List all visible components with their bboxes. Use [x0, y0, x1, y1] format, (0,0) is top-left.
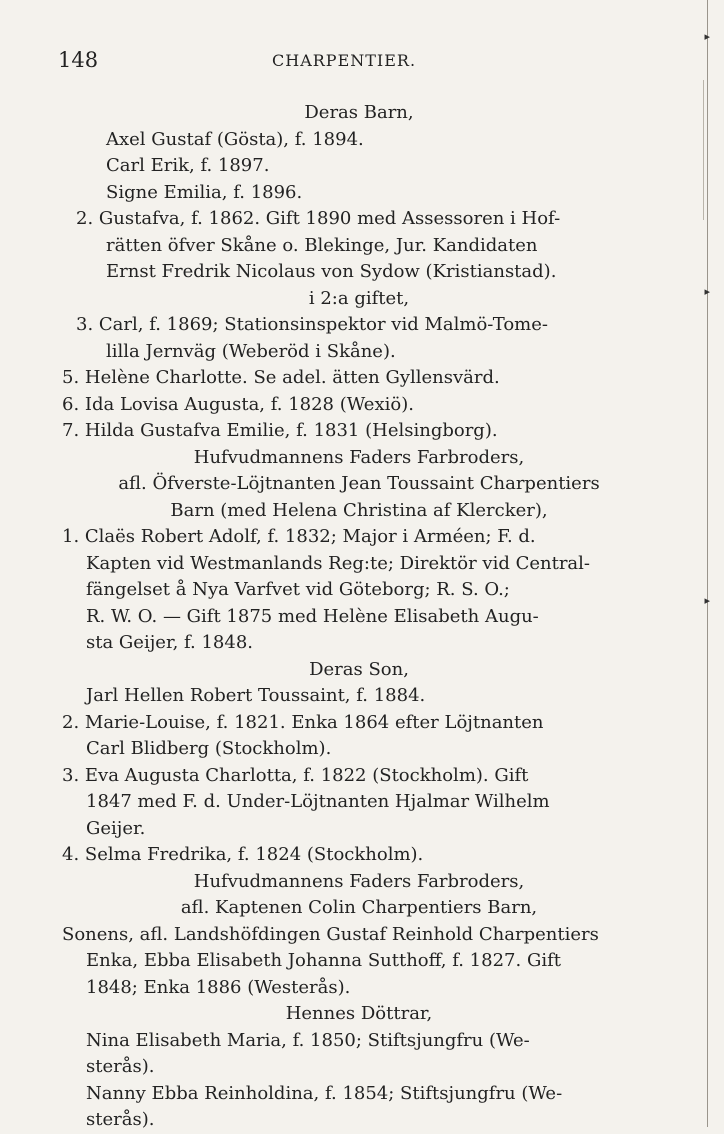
text-line: Enka, Ebba Elisabeth Johanna Sutthoff, f. 1827. Gift [86, 950, 561, 971]
text-line: afl. Kaptenen Colin Charpentiers Barn, [180, 897, 538, 918]
text-line: sterås). [86, 1056, 155, 1077]
text-line: sta Geijer, f. 1848. [86, 632, 254, 653]
text-line: Signe Emilia, f. 1896. [106, 181, 303, 203]
text-line: Carl Blidberg (Stockholm). [86, 738, 332, 759]
text-line: lilla Jernväg (Weberöd i Skåne). [106, 340, 396, 362]
page-number: 148 [58, 48, 99, 72]
page-header [58, 48, 618, 78]
text-line: 3. Carl, f. 1869; Stationsinspektor vid Malmö-Tome- [76, 314, 548, 335]
text-line: rätten öfver Skåne o. Blekinge, Jur. Kandidaten [106, 234, 538, 256]
text-line: 7. Hilda Gustafva Emilie, f. 1831 (Helsingborg). [62, 420, 498, 441]
text-line: Ernst Fredrik Nicolaus von Sydow (Kristianstad). [106, 261, 557, 282]
text-line: 1848; Enka 1886 (Westerås). [86, 976, 351, 998]
body-text [62, 100, 656, 1134]
text-line: 6. Ida Lovisa Augusta, f. 1828 (Wexiö). [62, 393, 414, 415]
text-line: Hufvudmannens Faders Farbroders, [193, 446, 525, 468]
text-line: fängelset å Nya Varfvet vid Göteborg; R. S. O.; [86, 579, 510, 600]
text-line: Barn (med Helena Christina af Klercker), [170, 499, 548, 521]
text-line: Hufvudmannens Faders Farbroders, [193, 870, 525, 892]
text-line: i 2:a giftet, [308, 287, 410, 309]
text-line: Nina Elisabeth Maria, f. 1850; Stiftsjungfru (We- [86, 1029, 530, 1051]
running-head: CHARPENTIER. [272, 51, 417, 70]
text-line: Nanny Ebba Reinholdina, f. 1854; Stiftsjungfru (We- [86, 1082, 563, 1104]
text-line: Axel Gustaf (Gösta), f. 1894. [106, 128, 364, 150]
text-line: 2. Gustafva, f. 1862. Gift 1890 med Assessoren i Hof- [76, 208, 561, 229]
text-line: Deras Son, [309, 658, 409, 680]
page-edge-rule-inner [703, 80, 704, 220]
text-line: 2. Marie-Louise, f. 1821. Enka 1864 efter Löjtnanten [62, 711, 544, 733]
text-line: Sonens, afl. Landshöfdingen Gustaf Reinhold Charpentiers [62, 923, 599, 945]
text-line: afl. Öfverste-Löjtnanten Jean Toussaint Charpentiers [118, 473, 600, 494]
text-line: 1. Claës Robert Adolf, f. 1832; Major i Arméen; F. d. [62, 526, 536, 547]
text-line: 5. Helène Charlotte. Se adel. ätten Gyllensvärd. [62, 367, 500, 388]
text-line: sterås). [86, 1109, 155, 1130]
text-line: Geijer. [86, 817, 146, 839]
text-line: R. W. O. — Gift 1875 med Helène Elisabeth Augu- [86, 605, 539, 627]
text-line: 4. Selma Fredrika, f. 1824 (Stockholm). [62, 844, 424, 865]
edge-marker-icon: ▸ [704, 285, 710, 298]
edge-marker-icon: ▸ [704, 30, 710, 43]
text-line: Kapten vid Westmanlands Reg:te; Direktör vid Central- [86, 552, 590, 574]
text-line: Jarl Hellen Robert Toussaint, f. 1884. [86, 685, 426, 706]
text-line: 3. Eva Augusta Charlotta, f. 1822 (Stockholm). Gift [62, 764, 529, 786]
text-line: Carl Erik, f. 1897. [106, 155, 270, 176]
text-line: Hennes Döttrar, [285, 1003, 433, 1024]
text-line: 1847 med F. d. Under-Löjtnanten Hjalmar Wilhelm [86, 791, 550, 812]
edge-marker-icon: ▸ [704, 594, 710, 607]
text-line: Deras Barn, [304, 102, 414, 123]
page-edge-rule [707, 0, 708, 1127]
